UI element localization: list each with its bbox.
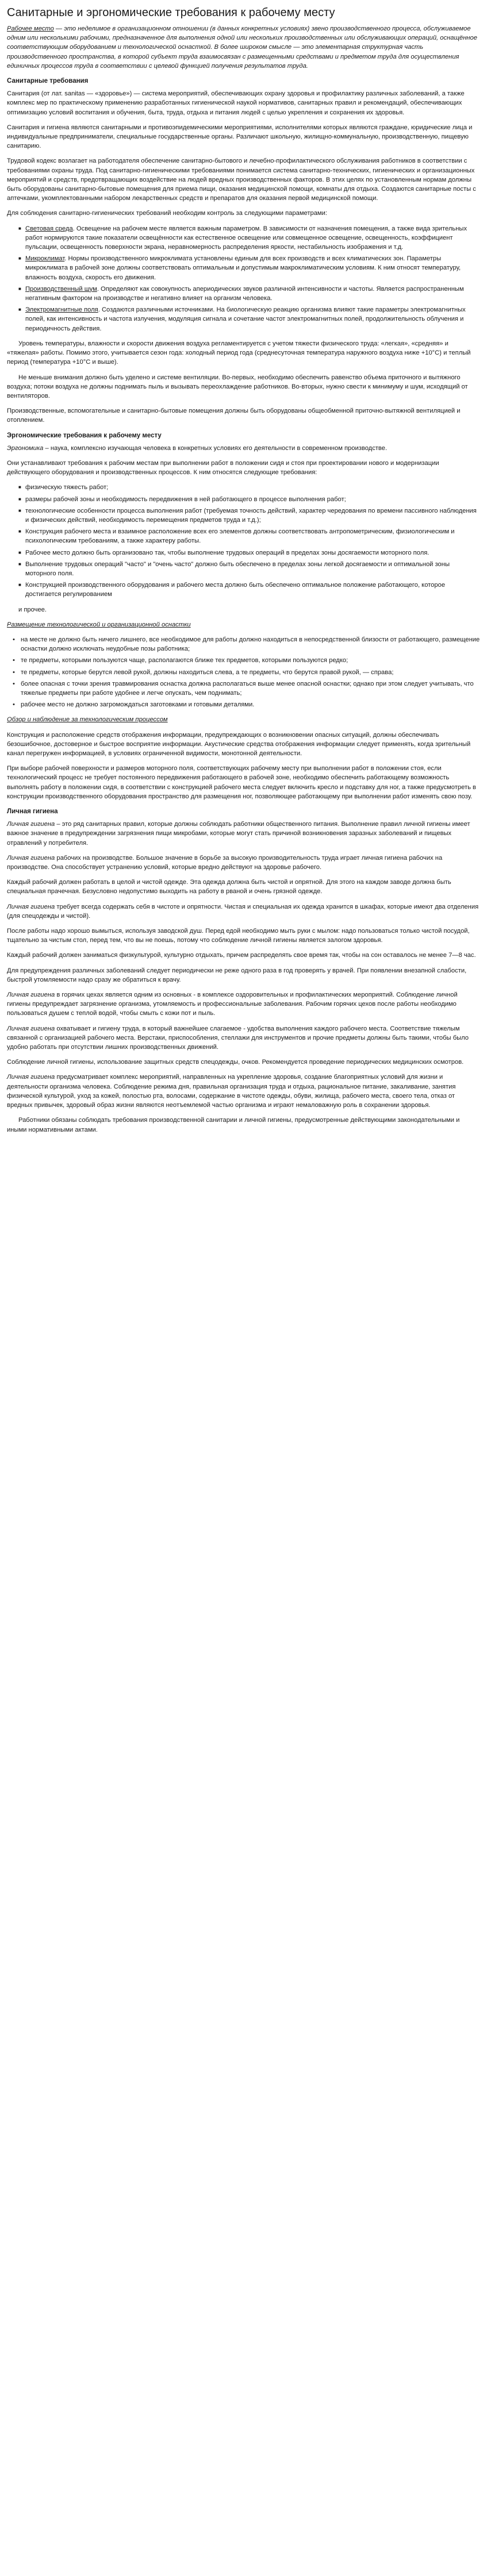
hygiene-text: предусматривает комплекс мероприятий, направленных на укрепление здоровья, создание благоприятных условий для жизни и деятельности организма человека. Соблюдение режима дня, правильная организация труда и отдыха, рациональное питание, закаливание, занятия физической культурой, уход за кожей, полостью рта, волосами, содержание в чистоте одежды, обуви, жилища, рабочего места, своего тела, отказ от вредных привычек, здоровый образ жизни являются неотъемлемой частью организма и играют немаловажную роль в сохранении здоровья. xyxy=(7,1074,456,1109)
observation-p2: При выборе рабочей поверхности и размеров моторного поля, соответствующих рабочему месту при выполнении работ в положении стоя, если технологический процесс не требует постоянного передвижения работающего в рабочей зоне, необходимо обеспечить работающему возможность выполнять работу в положении сидя, в соответствии с конструкцией рабочего места следует включить кресло и подставку для ног, а также предусмотреть в конструкции производственного оборудования пространство для размещения ног, позволяющее работающему при выполнении работ изменять свою позу. xyxy=(7,765,476,800)
hygiene-p10 xyxy=(7,1058,480,1067)
list-item: ■ технологические особенности процесса выполнения работ (требуемая точность действий, характер чередования по времени пассивного наблюдения и физических действий, необходимость перемещения предметов труда и т.д.); xyxy=(18,506,480,525)
hygiene-p7 xyxy=(7,966,480,985)
ergonomics-p2: Они устанавливают требования к рабочим местам при выполнении работ в положении сидя и стоя при проектировании нового и модернизации действующего оборудования и производственных процессов. К ним относятся следующие требования: xyxy=(7,459,439,476)
sanitary-p4: Для соблюдения санитарно-гигиенических требований необходим контроль за следующими параметрами: xyxy=(7,210,327,217)
observation-subheading: Обзор и наблюдение за технологическим процессом xyxy=(7,716,168,724)
hygiene-text: После работы надо хорошо вымыться, используя заводской душ. Перед едой необходимо мыть руки с мылом: надо пользоваться только чистой посудой, тщательно за чистым стол, перед тем, что вы не поешь, потому что соблюдение личной гигиены является залогом здоровья. xyxy=(7,928,470,944)
hygiene-term: Личная гигиена xyxy=(7,854,55,862)
ergonomics-p3: и прочее. xyxy=(18,606,47,613)
sanitary-p7: Производственные, вспомогательные и санитарно-бытовые помещения должны быть оборудованы общеобменной приточно-вытяжной вентиляцией и отоплением. xyxy=(7,407,461,424)
sanitary-heading: Санитарные требования xyxy=(7,78,89,85)
ergonomics-p1 xyxy=(7,444,480,453)
list-item-term: Производственный шум xyxy=(25,285,97,293)
hygiene-term: Личная гигиена xyxy=(7,903,55,910)
hygiene-p5 xyxy=(7,926,480,945)
list-item: • более опасная с точки зрения травмирования оснастка должна располагаться выше менее опасной оснастки; однако при этом следует учитывать, что тяжелые предметы при работе удобнее и легче опускать, чем поднимать; xyxy=(13,679,480,698)
document-page xyxy=(0,0,487,1152)
list-item xyxy=(18,305,480,333)
hygiene-text: требует всегда содержать себя в чистоте и опрятности. Чистая и специальная их одежда хранится в шкафах, которые имеют два отделения (для спецодежды и чистой). xyxy=(7,903,479,920)
intro-paragraph xyxy=(7,24,480,71)
list-item xyxy=(18,284,480,303)
hygiene-text: Каждый рабочий должен работать в целой и чистой одежде. Эта одежда должна быть чистой и опрятной. Для этого на каждом заводе должна быть специальная прачечная. Безусловно недопустимо выходить на работу в рваной и очень грязной одежде. xyxy=(7,879,451,895)
list-item: ■ Конструкцией производственного оборудования и рабочего места должно быть обеспечено оптимальное положение работающего, которое достигается регулированием xyxy=(18,580,480,599)
ergonomics-term: Эргономика xyxy=(7,444,44,452)
hygiene-text: – это ряд санитарных правил, которые должны соблюдать работники общественного питания. Выполнение правил личной гигиены имеет важное значение в предупреждении загрязнения пищи микробами, которые могут стать причиной возникновения заразных заболеваний и пищевых отравлений у потребителя. xyxy=(7,821,470,847)
list-item: • на месте не должно быть ничего лишнего, все необходимое для работы должно находиться в непосредственной близости от работающего, размещение оснастки должно исключать неудобные позы работника; xyxy=(13,635,480,653)
hygiene-p9 xyxy=(7,1024,480,1052)
list-item-term: Световая среда xyxy=(25,225,73,232)
hygiene-term: Личная гигиена xyxy=(7,991,55,999)
list-item-text: . Нормы производственного микроклимата установлены единым для всех производств и всех климатических зон. Параметры микроклимата в рабочей зоне должны соответствовать оптимальным и допустимым макроклиматическим условиям. К ним относят температуру, влажность воздуха, скорость его движения. xyxy=(25,255,461,281)
ergonomics-requirements-list xyxy=(7,483,480,599)
list-item-term: Микроклимат xyxy=(25,255,65,263)
intro-term: Рабочее место xyxy=(7,25,54,32)
list-item: • те предметы, которыми пользуются чаще, располагаются ближе тех предметов, которыми пользуются редко; xyxy=(13,656,480,665)
hygiene-text: Соблюдение личной гигиены, использование защитных средств спецодежды, очков. Рекомендуется проведение периодических медицинских осмотров. xyxy=(7,1059,464,1066)
hygiene-p6 xyxy=(7,951,480,960)
hygiene-term: Личная гигиена xyxy=(7,1025,55,1032)
list-item: • те предметы, которые берутся левой рукой, должны находиться слева, а те предметы, что берутся правой рукой, — справа; xyxy=(13,668,480,677)
list-item-term: Электромагнитные поля xyxy=(25,306,98,314)
list-item: ■ физическую тяжесть работ; xyxy=(18,483,480,492)
sanitary-p3: Трудовой кодекс возлагает на работодателя обеспечение санитарно-бытового и лечебно-профилактического обслуживания работников в соответствии с требованиями охраны труда. Под санитарно-гигиеническими требованиями понимается система санитарно-технических, гигиенических и организационных мероприятий и средств, предотвращающих воздействие на людей вредных производственных факторов. В этих целях по установленным нормам должны быть оборудованы санитарно-бытовые помещения для приема пищи, оказания медицинской помощи, комнаты для отдыха. Создаются санитарные посты с аптечками, укомплектованными набором лекарственных средств и препаратов для оказания первой медицинской помощи. xyxy=(7,157,476,202)
sanitary-p2: Санитария и гигиена являются санитарными и противоэпидемическими мероприятиями, исполнителями которых являются граждане, юридические лица и индивидуальные предприниматели, специальные государственные органы. Различают школьную, жилищно-коммунальную, производственную, пищевую санитарию. xyxy=(7,124,473,150)
ergonomics-heading: Эргономические требования к рабочему месту xyxy=(7,432,162,439)
hygiene-text: в горячих цехах является одним из основных - в комплексе оздоровительных и профилактических мероприятий. Соблюдение личной гигиены предупреждает загрязнение организма, утомляемость и профессиональные заболевания. Рабочим горячих цехов после работы необходимо пользоваться душем с теплой водой, чтобы смыть с кожи пот и пыль. xyxy=(7,991,458,1017)
hygiene-p3 xyxy=(7,878,480,896)
hygiene-p1 xyxy=(7,820,480,848)
sanitary-p5: Уровень температуры, влажности и скорости движения воздуха регламентируется с учетом тяжести физического труда: «легкая», «средняя» и «тяжелая» работы. Помимо этого, учитывается сезон года: холодный период года (среднесуточная температура наружного воздуха ниже +10°С) и теплый период (температура +10°С и выше). xyxy=(7,340,471,366)
hygiene-p11 xyxy=(7,1072,480,1110)
observation-p1: Конструкция и расположение средств отображения информации, предупреждающих о возникновении опасных ситуаций, должны обеспечивать безошибочное, достоверное и быстрое восприятие информации. Акустические средства отображения информации следует применять, когда зрительный канал перегружен информацией, в условиях ограниченной видимости, монотонной деятельности. xyxy=(7,731,471,757)
list-item: ■ Конструкция рабочего места и взаимное расположение всех его элементов должны соответствовать антропометрическим, физиологическим и психологическим требованиям, а также характеру работы. xyxy=(18,527,480,545)
sanitary-parameters-list xyxy=(7,224,480,333)
list-item-text: . Определяют как совокупность апериодических звуков различной интенсивности и частоты. Является распространенным негативным фактором на производстве и негативно влияет на организм человека. xyxy=(25,285,464,302)
hygiene-text: Каждый рабочий должен заниматься физкультурой, культурно отдыхать, причем распределять свое время так, чтобы на сон оставалось не менее 7—8 час. xyxy=(7,952,476,959)
hygiene-term: Личная гигиена xyxy=(7,1074,55,1081)
placement-list xyxy=(7,635,480,709)
list-item xyxy=(18,224,480,252)
sanitary-p6: Не меньше внимания должно быть уделено и системе вентиляции. Во-первых, необходимо обеспечить равенство объема приточного и вытяжного воздуха; потоки воздуха не должны поднимать пыль и вызывать переохлаждение работников. Во-вторых, нужно свести к минимуму и шум, исходящий от вентиляторов. xyxy=(7,374,468,399)
hygiene-text: охватывает и гигиену труда, в который важнейшее слагаемое - удобства выполнения каждого рабочего места. Соответствие тяжелым связанной с организацией рабочего места. Верстаки, приспособления, стеллажи для инструментов и прочие предметы должны быть такими, чтобы было удобно работать при отсутствии лишних производственных движений. xyxy=(7,1025,469,1051)
hygiene-heading: Личная гигиена xyxy=(7,808,58,816)
hygiene-term: Личная гигиена xyxy=(7,821,55,828)
hygiene-closing: Работники обязаны соблюдать требования производственной санитарии и личной гигиены, предусмотренные действующими законодательными и иными нормативными актами. xyxy=(7,1117,460,1133)
hygiene-p2 xyxy=(7,853,480,872)
list-item-text: . Освещение на рабочем месте является важным параметром. В зависимости от назначения помещения, а также вида зрительных работ нормируются такие показатели освещённости как естественное освещение или совмещенное освещение, освещенность, коэффициент пульсации, освещенность поверхности экрана, неравномерность распределения яркости, нестабильность изображения и т.д. xyxy=(25,225,467,251)
placement-subheading: Размещение технологической и организационной оснастки xyxy=(7,621,191,628)
list-item: • рабочее место не должно загромождаться заготовками и готовыми деталями. xyxy=(13,700,480,709)
hygiene-text: рабочих на производстве. Большое значение в борьбе за высокую производительность труда играет личная гигиена рабочих на производстве. Она способствует устранению условий, которые вредно действуют на здоровье рабочего. xyxy=(7,854,443,871)
intro-text: — это неделимое в организационном отношении (в данных конкретных условиях) звено производственного процесса, обслуживаемое одним или несколькими рабочими, предназначенное для выполнения одной или нескольких производственных или обслуживающих операций, оснащённое соответствующим оборудованием и технологической оснасткой. В более широком смысле — это элементарная структурная часть производственного пространства, в которой субъект труда взаимосвязан с размещенными средствами и предметом труда для осуществления единичных процессов труда в соответствии с целевой функцией получения результатов труда. xyxy=(7,25,477,70)
hygiene-p4 xyxy=(7,902,480,921)
list-item: ■ размеры рабочей зоны и необходимость передвижения в ней работающего в процессе выполнения работ; xyxy=(18,495,480,504)
list-item: ■ Рабочее место должно быть организовано так, чтобы выполнение трудовых операций в пределах зоны досягаемости моторного поля. xyxy=(18,548,480,558)
hygiene-text: Для предупреждения различных заболеваний следует периодически не реже одного раза в год проверять у врачей. При появлении внезапной слабости, быстрой утомляемости надо сразу же обратиться к врачу. xyxy=(7,967,467,983)
page-title: Санитарные и эргономические требования к рабочему месту xyxy=(7,6,335,19)
list-item-text: . Создаются различными источниками. На биологическую реакцию организма влияют такие параметры электромагнитных полей, как интенсивность и частота излучения, модуляция сигнала и сочетание частот электромагнитных полей, продолжительность облучения и периодичность действия. xyxy=(25,306,466,332)
list-item: ■ Выполнение трудовых операций "часто" и "очень часто" должно быть обеспечено в пределах зоны легкой досягаемости и оптимальной зоны моторного поля. xyxy=(18,560,480,578)
hygiene-p8 xyxy=(7,990,480,1018)
list-item xyxy=(18,254,480,282)
ergonomics-p1-text: – наука, комплексно изучающая человека в конкретных условиях его деятельности в современном производстве. xyxy=(43,444,388,452)
sanitary-p1: Санитария (от лат. sanitas — «здоровье») — система мероприятий, обеспечивающих охрану здоровья и профилактику различных заболеваний, а также комплекс мер по практическому применению разработанных гигиенической наукой нормативов, санитарных правил и рекомендаций, обеспечивающих оптимизацию условий воспитания и обучения, быта, труда, отдыха и питания людей с целью укрепления и сохранения их здоровья. xyxy=(7,90,465,116)
